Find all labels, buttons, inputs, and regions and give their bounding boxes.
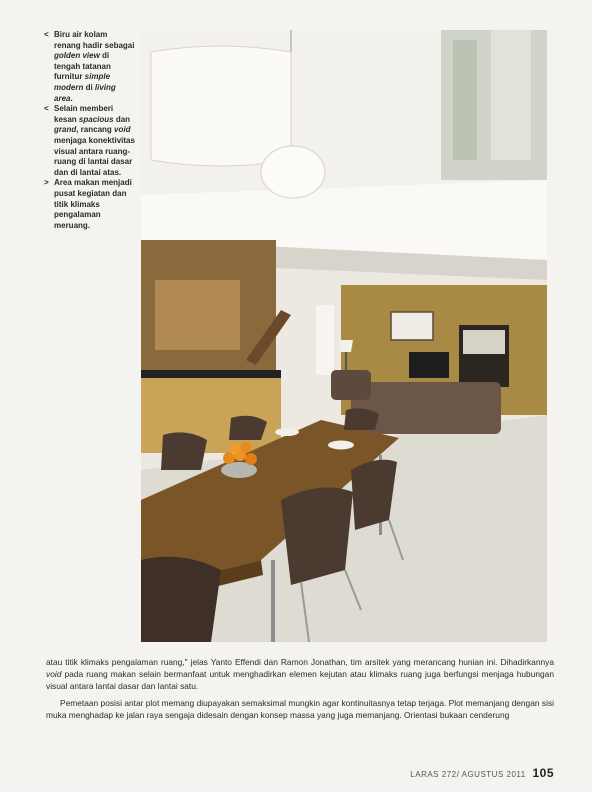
interior-photo-illustration xyxy=(141,30,547,642)
caption-3-text-a: Area makan menjadi pusat kegiatan dan titik klimaks pengalaman meruang. xyxy=(54,178,132,230)
page-footer: LARAS 272/ AGUSTUS 2011 105 xyxy=(410,766,554,780)
plate xyxy=(275,428,299,436)
caption-item-1 xyxy=(44,30,136,104)
floor-lamp xyxy=(339,340,353,352)
dining-chair xyxy=(281,488,353,586)
dining-chair xyxy=(161,432,207,470)
caption-1-italic-b: simple modern xyxy=(54,72,111,92)
kitchen-counter-top xyxy=(141,370,281,378)
caption-1-text-b: di tengah tatanan furnitur xyxy=(54,51,111,82)
caption-2-italic-b: grand xyxy=(54,125,77,135)
issue-date: AGUSTUS 2011 xyxy=(461,770,526,779)
article-paragraph-2: Pemetaan posisi antar plot memang diupayakan semaksimal mungkin agar kontinuitasnya tetap terjaga. Plot memanjang dengan sisi muka menghadap ke jalan raya sengaja didesain dengan konsep massa yang juga memanjang. Orientasi bukaan cenderung xyxy=(46,697,554,720)
magazine-name: LARAS xyxy=(410,770,440,779)
caption-item-3 xyxy=(44,178,136,231)
caption-2-text-a: Selain memberi kesan xyxy=(54,104,114,124)
caption-item-2 xyxy=(44,104,136,178)
issue-number: 272 xyxy=(441,770,457,779)
caption-marker-2: < xyxy=(44,104,49,114)
caption-1-text-d: . xyxy=(70,93,73,103)
pendant-lamp-small xyxy=(261,146,325,198)
kitchen-cabinets xyxy=(155,280,240,350)
dining-chair xyxy=(229,416,267,440)
kitchen-island xyxy=(141,378,281,453)
article-body xyxy=(46,656,554,721)
table-leg xyxy=(271,560,275,642)
caption-2-text-d: menjaga konektivitas visual antara ruang-ruang di lantai dasar dan di lantai atas. xyxy=(54,135,135,177)
caption-1-text-a: Biru air kolam renang hadir sebagai xyxy=(54,30,135,50)
dining-chair xyxy=(141,557,221,642)
caption-1-text-c: di xyxy=(83,82,95,92)
caption-marker-3: > xyxy=(44,178,49,188)
plate xyxy=(328,441,354,450)
caption-1-italic-c: living area xyxy=(54,82,116,103)
caption-1-italic-a: golden view xyxy=(54,51,100,61)
caption-2-text-c: , rancang xyxy=(76,125,115,135)
dining-chair xyxy=(344,408,379,430)
caption-marker-1: < xyxy=(44,30,49,39)
television xyxy=(409,352,449,378)
framed-picture xyxy=(391,312,433,340)
page-number: 105 xyxy=(532,766,554,780)
caption-2-italic-c: void xyxy=(114,125,131,135)
interior-photo xyxy=(141,30,547,642)
caption-2-text-b: dan xyxy=(113,114,131,124)
caption-2-italic-a: spacious xyxy=(78,114,114,124)
photo-caption xyxy=(44,30,136,231)
article-paragraph-1: atau titik klimaks pengalaman ruang," jelas Yanto Effendi dan Ramon Jonathan, tim arsitek yang merancang hunian ini. Dihadirkannya void pada ruang makan selain bermanfaat untuk menghadirkan elemen kejutan atau klimaks ruang juga berfungsi menjaga hubungan visual antara lantai dasar dan lantai satu. xyxy=(46,657,554,692)
pendant-lamp-large xyxy=(151,46,291,166)
